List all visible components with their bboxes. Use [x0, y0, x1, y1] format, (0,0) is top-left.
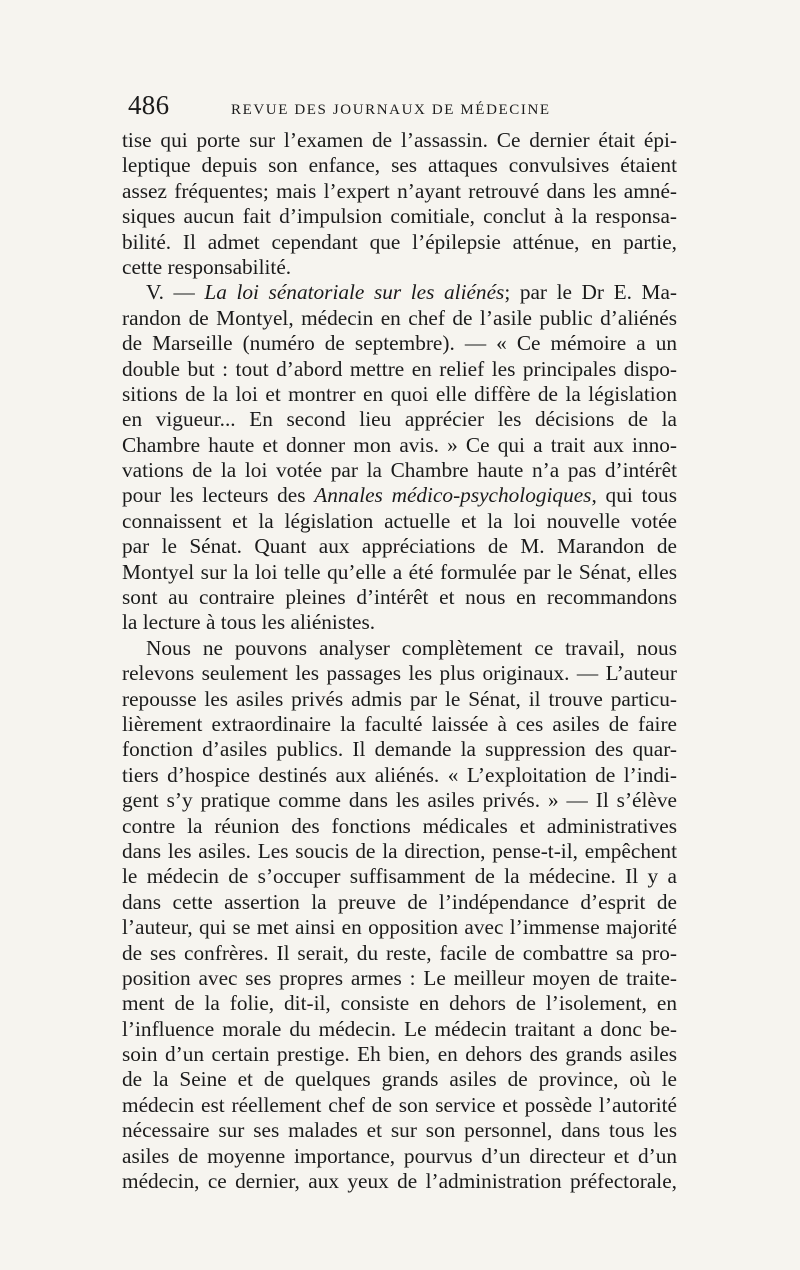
- text-line: le médecin de s’occuper suffisamment de la médecine. Il y a: [122, 864, 677, 889]
- text-line: tiers d’hospice destinés aux aliénés. « L’exploitation de l’indi-: [122, 762, 677, 787]
- text-line: par le Sénat. Quant aux appréciations de M. Marandon de: [122, 534, 677, 559]
- italic-title: La loi sénatoriale sur les aliénés: [204, 280, 505, 305]
- text-line: siques aucun fait d’impulsion comitiale, conclut à la responsa-: [122, 204, 677, 229]
- text-line: bilité. Il admet cependant que l’épilepsie atténue, en partie,: [122, 229, 677, 254]
- text-line: repousse les asiles privés admis par le Sénat, il trouve particu-: [122, 686, 677, 711]
- text-line: l’influence morale du médecin. Le médecin traitant a donc be-: [122, 1016, 677, 1041]
- text-line: [122, 280, 677, 305]
- text-line: nécessaire sur ses malades et sur son personnel, dans tous les: [122, 1118, 677, 1143]
- text-run: V. —: [146, 280, 205, 305]
- running-title: REVUE DES JOURNAUX DE MÉDECINE: [231, 102, 551, 118]
- text-line: la lecture à tous les aliénistes.: [122, 610, 376, 635]
- text-line: en vigueur... En second lieu apprécier les décisions de la: [122, 407, 677, 432]
- text-line: fonction d’asiles publics. Il demande la suppression des quar-: [122, 737, 677, 762]
- text-line: assez fréquentes; mais l’expert n’ayant retrouvé dans les amné-: [122, 178, 677, 203]
- text-line: randon de Montyel, médecin en chef de l’asile public d’aliénés: [122, 305, 677, 330]
- text-line: contre la réunion des fonctions médicales et administratives: [122, 813, 677, 838]
- body-text: [122, 128, 677, 1194]
- page-header: [128, 90, 688, 124]
- text-line: [122, 483, 677, 508]
- text-line: Montyel sur la loi telle qu’elle a été formulée par le Sénat, elles: [122, 559, 677, 584]
- text-line: ment de la folie, dit-il, consiste en dehors de l’isolement, en: [122, 991, 677, 1016]
- text-line: médecin, ce dernier, aux yeux de l’administration préfectorale,: [122, 1169, 677, 1194]
- text-line: dans cette assertion la preuve de l’indépendance d’esprit de: [122, 889, 677, 914]
- text-line: soin d’un certain prestige. Eh bien, en dehors des grands asiles: [122, 1042, 677, 1067]
- text-line: relevons seulement les passages les plus originaux. — L’auteur: [122, 661, 677, 686]
- text-line: connaissent et la législation actuelle et la loi nouvelle votée: [122, 508, 677, 533]
- text-run: ; par le Dr E. Ma-: [504, 280, 677, 305]
- text-line: de Marseille (numéro de septembre). — « Ce mémoire a un: [122, 331, 677, 356]
- text-run: pour les lecteurs des: [122, 483, 315, 508]
- text-line: de la Seine et de quelques grands asiles de province, où le: [122, 1067, 677, 1092]
- text-line: dans les asiles. Les soucis de la direction, pense-t-il, empêchent: [122, 838, 677, 863]
- text-line: sitions de la loi et montrer en quoi elle diffère de la législation: [122, 381, 677, 406]
- page-number: 486: [128, 90, 170, 120]
- text-line: vations de la loi votée par la Chambre haute n’a pas d’intérêt: [122, 458, 677, 483]
- text-line: Chambre haute et donner mon avis. » Ce qui a trait aux inno-: [122, 432, 677, 457]
- text-line: double but : tout d’abord mettre en relief les principales dispo-: [122, 356, 677, 381]
- text-line: gent s’y pratique comme dans les asiles privés. » — Il s’élève: [122, 788, 677, 813]
- italic-title: Annales médico-psychologiques: [314, 483, 592, 508]
- text-line: sont au contraire pleines d’intérêt et nous en recommandons: [122, 585, 677, 610]
- text-line: asiles de moyenne importance, pourvus d’un directeur et d’un: [122, 1143, 677, 1168]
- text-line: de ses confrères. Il serait, du reste, facile de combattre sa pro-: [122, 940, 677, 965]
- text-run: , qui tous: [591, 483, 677, 508]
- text-line: Nous ne pouvons analyser complètement ce travail, nous: [146, 635, 677, 660]
- text-line: cette responsabilité.: [122, 254, 292, 279]
- text-line: position avec ses propres armes : Le meilleur moyen de traite-: [122, 965, 677, 990]
- text-line: médecin est réellement chef de son service et possède l’autorité: [122, 1092, 677, 1117]
- text-line: lièrement extraordinaire la faculté laissée à ces asiles de faire: [122, 711, 677, 736]
- text-line: leptique depuis son enfance, ses attaques convulsives étaient: [122, 153, 677, 178]
- text-line: tise qui porte sur l’examen de l’assassin. Ce dernier était épi-: [122, 128, 677, 152]
- text-line: l’auteur, qui se met ainsi en opposition avec l’immense majorité: [122, 915, 677, 940]
